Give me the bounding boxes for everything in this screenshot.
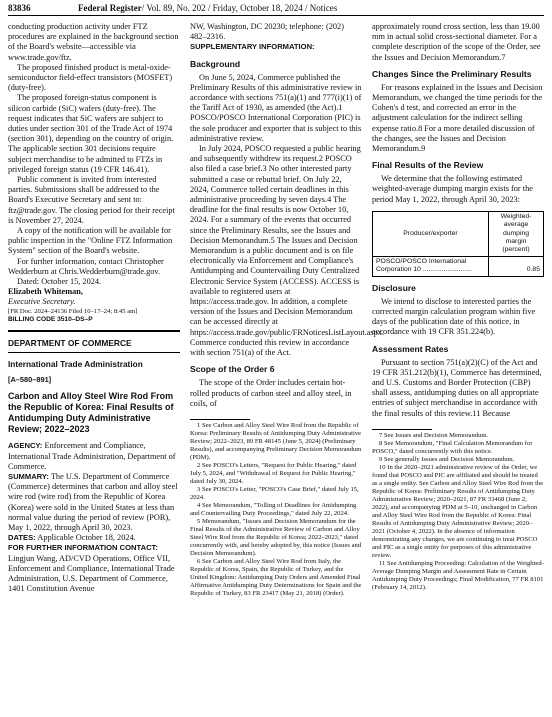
agency-text: Enforcement and Compliance, International Trade Administration, Department of Commerce. — [8, 441, 176, 471]
contact-block — [8, 543, 180, 594]
running-head — [78, 3, 337, 13]
paragraph: For further information, contact Christopher Wedderburn at Chris.Wedderburn@trade.gov. — [8, 256, 164, 276]
agency-label: AGENCY: — [8, 441, 43, 451]
issue-info: / Vol. 89, No. 202 / Friday, October 18, 2024 / Notices — [141, 3, 338, 13]
footnote: 2 See POSCO's Letters, "Request for Public Hearing," dated July 5, 2024, and "Withdrawal of Request for Public Hearing," dated July 30, 2024. — [190, 461, 357, 485]
dates-text: Applicable October 18, 2024. — [37, 533, 136, 543]
paragraph: approximately round cross section, less than 19.00 mm in actual solid cross-sectional diameter. For a complete description of the scope of the Order, see the Issues and Decision Memorandum.7 — [372, 22, 541, 62]
contact-label: FOR FURTHER INFORMATION CONTACT: — [8, 543, 158, 553]
heading-final-results: Final Results of the Review — [372, 160, 484, 171]
summary-text: The U.S. Department of Commerce (Commerce) determines that carbon and alloy steel wire rod (wire rod) from the Republic of Korea (Korea) were sold in the United States at less than normal value during the period of review (POR), May 1, 2022, through April 30, 2023. — [8, 471, 178, 532]
summary-block — [8, 472, 180, 533]
footnote: 9 See generally Issues and Decision Memorandum. — [379, 455, 515, 463]
supplementary-label: SUPPLEMENTARY INFORMATION: — [190, 42, 315, 52]
footnote-rule — [190, 419, 250, 420]
heading-changes: Changes Since the Preliminary Results — [372, 68, 532, 79]
paragraph: Public comment is invited from interested parties. Submissions shall be addressed to the Board's Executive Secretary and sent to: ftz@trade.gov. The closing period for their receipt is November 27, 2024. — [8, 175, 175, 225]
paragraph: We intend to disclose to interested parties the corrected margin calculation program within five days of the publication date of this notice, in accordance with 19 CFR 351.224(b). — [372, 296, 536, 337]
paragraph: The proposed foreign-status component is silicon carbide (SiC) wafers (duty-free). The request indicates that SiC wafers are subject to duties under section 301 of the Trade Act of 1974 (section 301), depending on the country of origin. The applicable section 301 decisions require subject merchandise to be admitted to FTZs in privileged foreign status (19 CFR 146.41). — [8, 93, 174, 174]
department-name: DEPARTMENT OF COMMERCE — [8, 337, 132, 348]
heading-assessment: Assessment Rates — [372, 343, 449, 354]
agency-block — [8, 441, 180, 472]
footnote: 7 See Issues and Decision Memorandum. — [379, 431, 489, 439]
summary-label: SUMMARY: — [8, 471, 49, 481]
footnote: 10 In the 2020–2021 administrative review of the Order, we found that POSCO and PIC are affiliated and should be treated as a single entity. See Carbon and Alloy Steel Wire Rod from the Republic of Korea: Preliminary Results of Antidumping Duty Administrative Review; 2020–2021, 87 FR 33468 (June 2, 2022), and accompanying PDM at 5–10, unchanged in Carbon and Alloy Steel Wire Rod from the Republic of Korea: Final Results of Antidumping Duty Administrative Review; 2020–2021 (October 4, 2022). In the absence of information demonstrating any changes, we are continuing to treat POSCO and PIC as a single entity for purposes of this administrative review. — [372, 463, 544, 559]
paragraph: The proposed finished product is metal-oxide-semiconductor field-effect transistors (MOSFET) (duty-free). — [8, 62, 173, 93]
fr-doc-line: [FR Doc. 2024–24136 Filed 10–17–24; 8:45 am] — [8, 307, 138, 315]
table-row — [373, 256, 544, 276]
paragraph: conducting production activity under FTZ procedures are explained in the background section of the Board's website—accessible via www.trade.gov/ftz. — [8, 22, 179, 62]
dated-line: Dated: October 15, 2024. — [17, 277, 102, 287]
column-3 — [372, 22, 544, 592]
paragraph: Pursuant to section 751(a)(2)(C) of the Act and 19 CFR 351.212(b)(1), Commerce has determined, and U.S. Customs and Border Protection (CBP) shall assess, antidumping duties on all appropriate entries of subject merchandise in accordance with the final results of this review.11 Because — [372, 357, 542, 418]
page-number: 83836 — [8, 3, 31, 13]
cell-margin: 0.85 — [489, 256, 544, 276]
paragraph: For reasons explained in the Issues and Decision Memorandum, we changed the time periods for the Cohen's d test, and corrected an error in the adjustment calculation for the indirect selling expense ratio.8 For a more detailed discussion of the changes, see the Issues and Decision Memorandum.9 — [372, 82, 543, 154]
dates-label: DATES: — [8, 533, 36, 543]
signer-name: Elizabeth Whiteman, — [8, 287, 83, 297]
document-title: Carbon and Alloy Steel Wire Rod From the Republic of Korea: Final Results of Antidumping Duty Administrative Review; 2022–2023 — [8, 391, 174, 435]
divider — [8, 352, 180, 353]
footnote-rule — [372, 429, 432, 430]
header-rule — [8, 15, 544, 16]
column-2 — [190, 22, 385, 598]
heading-disclosure: Disclosure — [372, 282, 416, 293]
heading-background: Background — [190, 58, 241, 69]
table-header-row — [373, 211, 544, 256]
paragraph: A copy of the notification will be available for public inspection in the "Online FTZ Information System" section of the Board's website. — [8, 226, 173, 256]
signer-title: Executive Secretary. — [8, 297, 76, 307]
page-header — [8, 3, 544, 14]
footnote: 8 See Memorandum, "Final Calculation Memorandum for POSCO," dated concurrently with this notice. — [372, 439, 533, 455]
paragraph: In July 2024, POSCO requested a public hearing and subsequently withdrew its request.2 POSCO also filed a case brief.3 No other interested party submitted a case or rebuttal brief. On July 22, 2024, Commerce tolled certain deadlines in this administrative proceeding by seven days.4 The deadline for the final results is now October 10, 2024. For a summary of the events that occurred since the Preliminary Results, see the Issues and Decision Memorandum.5 The Issues and Decision Memorandum is a public document and is on file electronically via Enforcement and Compliance's Antidumping and Countervailing Duty Centralized Electronic Service System (ACCESS). ACCESS is available to registered users at https://access.trade.gov. In addition, a complete version of the Issues and Decision Memorandum can be accessed directly at https://access.trade.gov/public/FRNoticesListLayout.aspx. Commerce conducted this review in accordance with section 751(a) of the Act. — [190, 144, 385, 358]
footnote: 1 See Carbon and Alloy Steel Wire Rod from the Republic of Korea: Preliminary Results of Antidumping Duty Administrative Review; 2022–2023, 89 FR 48145 (June 5, 2024) (Preliminary Results), and accompanying Preliminary Decision Memorandum (PDM). — [190, 421, 362, 461]
footnote: 6 See Carbon and Alloy Steel Wire Rod from Italy, the Republic of Korea, Spain, the Republic of Turkey, and the United Kingdom: Antidumping Duty Orders and Amended Final Affirmative Antidumping Duty Determinations for Spain and the Republic of Turkey, 83 FR 23417 (May 21, 2018) (Order). — [190, 557, 362, 597]
dates-block — [8, 533, 180, 543]
paragraph: On June 5, 2024, Commerce published the Preliminary Results of this administrative review in accordance with sections 751(a)(1) and 777(i)(1) of the Tariff Act of 1930, as amended (the Act).1 POSCO/POSCO International Corporation (PIC) is the sole producer and exporter that is subject to this administrative review. — [190, 72, 362, 143]
cell-producer: POSCO/POSCO International Corporation 10 .......................... — [373, 256, 489, 276]
running-title: Federal Register — [78, 3, 142, 13]
agency-name: International Trade Administration — [8, 358, 143, 369]
margin-table — [372, 211, 544, 277]
paragraph: NW, Washington, DC 20230; telephone: (202) 482–2316. — [190, 22, 344, 42]
column-1 — [8, 22, 180, 594]
col-header-producer: Producer/exporter — [373, 211, 489, 256]
footnote: 3 See POSCO's Letter, "POSCO's Case Brief," dated July 15, 2024. — [190, 485, 359, 501]
footnote: 5 Memorandum, "Issues and Decision Memorandum for the Final Results of the Administrative Review of Carbon and Alloy Steel Wire Rod from the Republic of Korea; 2022–2023," dated concurrently with, and hereby adopted by, this notice (Issues and Decision Memorandum). — [190, 517, 362, 557]
section-divider — [8, 330, 180, 332]
footnote: 4 See Memorandum, "Tolling of Deadlines for Antidumping and Countervailing Duty Proceedings," dated July 22, 2024. — [190, 501, 357, 517]
paragraph: We determine that the following estimated weighted-average dumping margin exists for the period May 1, 2022, through April 30, 2023: — [372, 174, 533, 204]
heading-scope: Scope of the Order 6 — [190, 364, 275, 375]
contact-text: Lingjun Wang, AD/CVD Operations, Office VII, Enforcement and Compliance, International Trade Administration, U.S. Department of Commerce, 1401 Constitution Avenue — [8, 553, 175, 594]
col-header-margin: Weighted-average dumping margin (percent) — [489, 211, 544, 256]
paragraph: The scope of the Order includes certain hot-rolled products of carbon steel and alloy steel, in coils, of — [190, 378, 352, 408]
billing-code: BILLING CODE 3510–DS–P — [8, 315, 93, 323]
footnote: 11 See Antidumping Proceeding: Calculation of the Weighted-Average Dumping Margin and Assessment Rate in Certain Antidumping Duty Proceedings; Final Modification, 77 FR 8101 (February 14, 2012). — [372, 559, 544, 591]
docket-number: [A–580–891] — [8, 375, 52, 385]
